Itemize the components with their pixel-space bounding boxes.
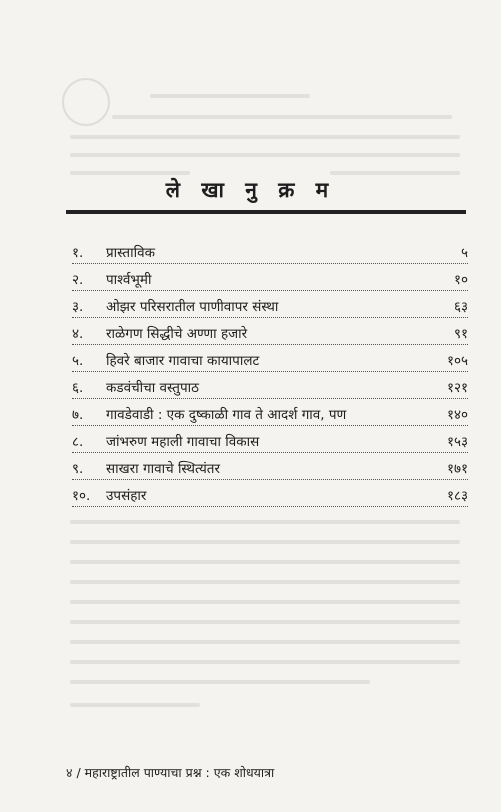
toc-entry-number: ६.: [72, 380, 106, 397]
toc-entry: [72, 245, 468, 272]
toc-entry-number: २.: [72, 272, 106, 289]
toc-entry-page: ६३: [450, 299, 468, 316]
toc-entry-page: १०५: [443, 353, 468, 370]
toc-entry-page: १८३: [443, 488, 468, 505]
toc-entry-page: १०: [450, 272, 468, 289]
title-divider: [66, 210, 466, 214]
toc-entry-number: ९.: [72, 461, 106, 478]
page-footer: ४ / महाराष्ट्रातील पाण्याचा प्रश्न : एक शोधयात्रा: [66, 765, 275, 780]
toc-entry-number: ५.: [72, 353, 106, 370]
toc-entry-title: साखरा गावाचे स्थित्यंतर: [106, 461, 224, 477]
toc-entry: [72, 299, 468, 326]
toc-entry-number: १०.: [72, 488, 106, 505]
toc-entry: [72, 380, 468, 407]
toc-entry: [72, 272, 468, 299]
toc-entry-title: राळेगण सिद्धीचे अण्णा हजारे: [106, 326, 251, 342]
toc-entry-page: १५३: [443, 434, 468, 451]
toc-entry-page: ९१: [450, 326, 468, 343]
toc-entry-title: ओझर परिसरातील पाणीवापर संस्था: [106, 299, 282, 315]
toc-entry-title: जांभरुण महाली गावाचा विकास: [106, 434, 263, 450]
toc-entry-number: १.: [72, 245, 106, 262]
toc-entry: [72, 461, 468, 488]
toc-entry: [72, 353, 468, 380]
toc-entry-page: १७१: [443, 461, 468, 478]
toc-entry-title: प्रास्ताविक: [106, 245, 159, 261]
toc-entry: [72, 434, 468, 461]
toc-entry: [72, 488, 468, 515]
toc-entry: [72, 407, 468, 434]
toc-entry-page: ५: [457, 245, 468, 262]
toc-entry-number: ३.: [72, 299, 106, 316]
page-title: ले खा नु क्र म: [165, 178, 336, 202]
toc-entry-number: ७.: [72, 407, 106, 424]
toc-entry-title: कडवंचीचा वस्तुपाठ: [106, 380, 203, 396]
toc-entry-title: गावडेवाडी : एक दुष्काळी गाव ते आदर्श गाव, पण: [106, 407, 350, 423]
toc-entry-title: पार्श्वभूमी: [106, 272, 155, 288]
table-of-contents: [72, 245, 468, 515]
toc-entry-number: ८.: [72, 434, 106, 451]
toc-entry-page: १२१: [443, 380, 468, 397]
toc-entry-title: हिवरे बाजार गावाचा कायापालट: [106, 353, 263, 369]
toc-entry: [72, 326, 468, 353]
toc-entry-page: १४०: [443, 407, 468, 424]
toc-entry-title: उपसंहार: [106, 488, 150, 504]
toc-entry-number: ४.: [72, 326, 106, 343]
